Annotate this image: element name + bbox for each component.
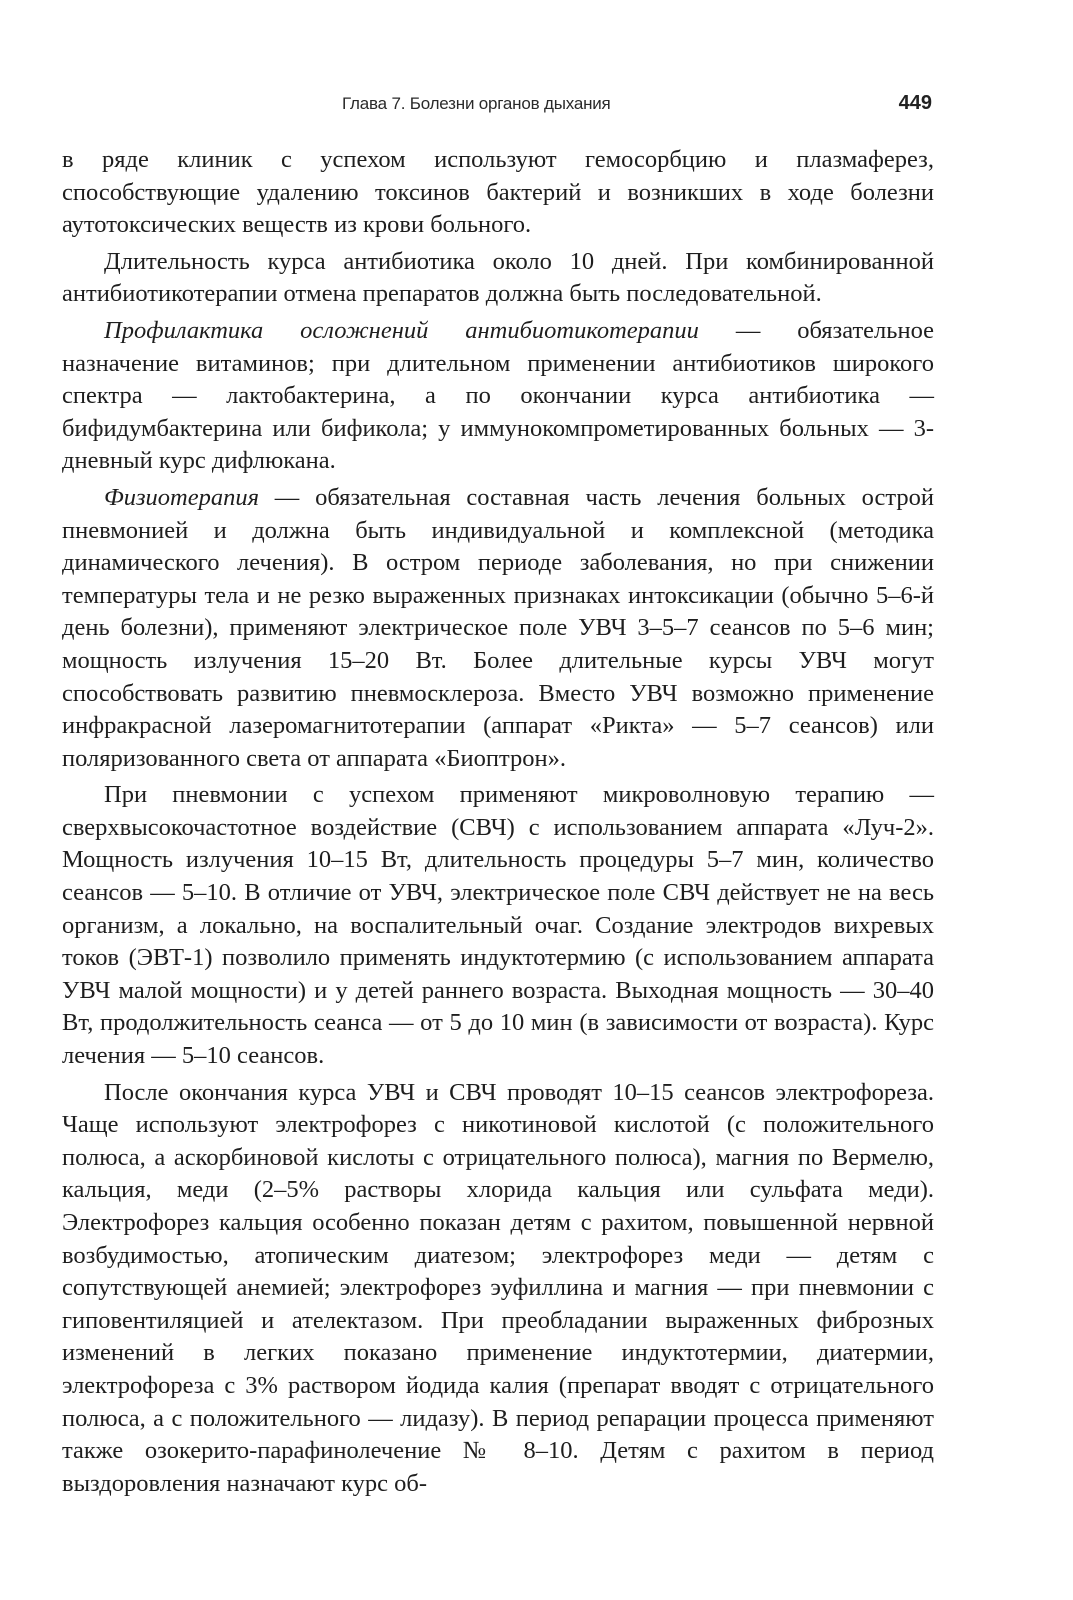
paragraph-text: — обязательное назначение витаминов; при длительном применении антибиотиков широкого спектра — лактобактерина, а по окончании курса антибиотика — бифидумбактерина или бификола; у иммунокомпрометированных больных — 3-дневный курс дифлюкана. xyxy=(62,316,934,475)
paragraph-physiotherapy xyxy=(62,482,934,775)
paragraph-continuation xyxy=(62,144,934,242)
paragraph-lead-term: Профилактика осложнений антибиотикотерапии xyxy=(104,316,699,344)
chapter-title: Глава 7. Болезни органов дыхания xyxy=(342,94,611,113)
paragraph-electrophoresis xyxy=(62,1077,934,1501)
paragraph-antibiotic-duration xyxy=(62,246,934,311)
running-header xyxy=(62,92,934,122)
paragraph-text: — обязательная составная часть лечения больных острой пневмонией и должна быть индивидуальной и комплексной (методика динамического лечения). В остром периоде заболевания, но при снижении температуры тела и не резко выраженных признаках интоксикации (обычно 5–6-й день болезни), применяют электрическое поле УВЧ 3–5–7 сеансов по 5–6 мин; мощность излучения 15–20 Вт. Более длительные курсы УВЧ могут способствовать развитию пневмосклероза. Вместо УВЧ возможно применение инфракрасной лазеромагнитотерапии (аппарат «Рикта» — 5–7 сеансов) или поляризованного света от аппарата «Биоптрон». xyxy=(62,483,934,772)
paragraph-text: в ряде клиник с успехом используют гемосорбцию и плазмаферез, способствующие удалению токсинов бактерий и возникших в ходе болезни аутотоксических веществ из крови больного. xyxy=(62,146,934,239)
page-number: 449 xyxy=(898,92,932,114)
body-text xyxy=(62,144,934,1504)
paragraph-text: Длительность курса антибиотика около 10 дней. При комбинированной антибиотикотерапии отмена препаратов должна быть последовательной. xyxy=(62,247,934,308)
paragraph-microwave xyxy=(62,779,934,1072)
paragraph-text: После окончания курса УВЧ и СВЧ проводят 10–15 сеансов электрофореза. Чаще используют электрофорез с никотиновой кислотой (с положительного полюса, а аскорбиновой кислоты с отрицательного полюса), магния по Вермелю, кальция, меди (2–5% растворы хлорида кальция или сульфата меди). Электрофорез кальция особенно показан детям с рахитом, повышенной нервной возбудимостью, атопическим диатезом; электрофорез меди — детям с сопутствующей анемией; электрофорез эуфиллина и магния — при пневмонии с гиповентиляцией и ателектазом. При преобладании выраженных фиброзных изменений в легких показано применение индуктотермии, диатермии, электрофореза с 3% раствором йодида калия (препарат вводят с отрицательного полюса, а с положительного — лидазу). В период репарации процесса применяют также озокерито-парафинолечение № 8–10. Детям с рахитом в период выздоровления назначают курс об- xyxy=(62,1078,934,1497)
book-page xyxy=(62,0,934,1600)
paragraph-text: При пневмонии с успехом применяют микроволновую терапию — сверхвысокочастотное воздействие (СВЧ) с использованием аппарата «Луч-2». Мощность излучения 10–15 Вт, длительность процедуры 5–7 мин, количество сеансов — 5–10. В отличие от УВЧ, электрическое поле СВЧ действует не на весь организм, а локально, на воспалительный очаг. Создание электродов вихревых токов (ЭВТ-1) позволило применять индуктотермию (с использованием аппарата УВЧ малой мощности) и у детей раннего возраста. Выходная мощность — 30–40 Вт, продолжительность сеанса — от 5 до 10 мин (в зависимости от возраста). Курс лечения — 5–10 сеансов. xyxy=(62,781,934,1070)
paragraph-lead-term: Физиотерапия xyxy=(104,483,259,511)
paragraph-prophylaxis xyxy=(62,315,934,478)
